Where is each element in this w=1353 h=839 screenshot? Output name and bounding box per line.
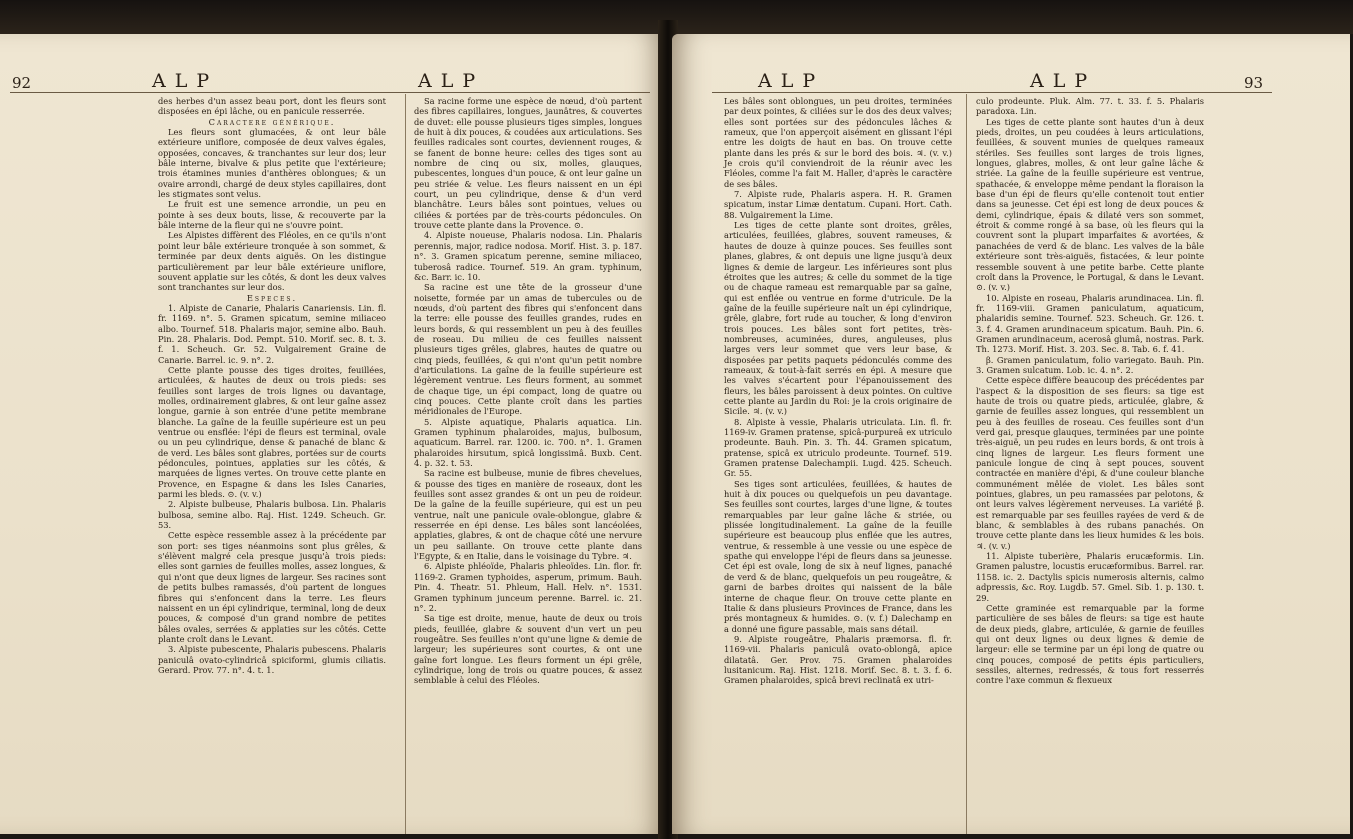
paragraph: Sa tige est droite, menue, haute de deux ou trois pieds, feuillée, glabre & souvent d'un vert un peu rougeâtre. Ses feuilles n'ont qu'une ligne & demie de largeur; les supérieures sont courtes, & ont une gaîne fort longue. Les fleurs forment un épi grêle, cylindrique, long de trois ou quatre pouces, & assez semblable à celui des Fléoles. (414, 613, 642, 686)
paragraph: Sa racine forme une espèce de nœud, d'où partent des fibres capillaires, longues, jaunâtres, & couvertes de duvet: elle pousse plusieurs tiges simples, longues de huit à dix pouces, & coudées aux articulations. Ses feuilles radicales sont courtes, deviennent rouges, & se fanent de bonne heure: celles des tiges sont au nombre de cinq ou six, molles, glauques, pubescentes, longues d'un pouce, & ont leur gaîne un peu striée & velue. Les fleurs naissent en un épi court, un peu cylindrique, dense & d'un verd blanchâtre. Leurs bâles sont pointues, velues ou ciliées & portées par de très-courts pédoncules. On trouve cette plante dans la Provence. ⊙. (414, 96, 642, 231)
paragraph: Sa racine est bulbeuse, munie de fibres chevelues, & pousse des tiges en manière de roseaux, dont les feuilles sont assez grandes & ont un peu de roideur. De la gaîne de la feuille supérieure, qui est un peu ventrue, naît une panicule ovale-oblongue, glabre & resserrée en épi dense. Les bâles sont lancéolées, applaties, glabres, & ont de chaque côté une nervure un peu saillante. On trouve cette plante dans l'Egypte, & en Italie, dans le voisinage du Tybre. ♃. (414, 468, 642, 562)
paragraph: 7. Alpiste rude, Phalaris aspera. H. R. Gramen spicatum, instar Limæ dentatum. Cupani. Hort. Cath. 88. Vulgairement la Lime. (724, 189, 952, 220)
paragraph: Cette plante pousse des tiges droites, feuillées, articulées, & hautes de deux ou trois pieds: ses feuilles sont larges de trois lignes ou davantage, molles, ordinairement glabres, & ont leur gaîne assez longue, garnie à son entrée d'une petite membrane blanche. La gaîne de la feuille supérieure est un peu ventrue ou ensflée: l'épi de fleurs est terminal, ovale ou un peu cylindrique, dense & panaché de blanc & de verd. Les bâles sont glabres, portées sur de courts pédoncules, pointues, applaties sur les côtés, & marquées de lignes vertes. On trouve cette plante en Provence, en Espagne & dans les Isles Canaries, parmi les bleds. ⊙. (v. v.) (158, 364, 386, 500)
right-running-head-1: ALP (758, 70, 825, 92)
right-page-number: 93 (1244, 74, 1264, 92)
paragraph: Les bâles sont oblongues, un peu droites, terminées par deux pointes, & ciliées sur le dos des deux valves; elles sont portées sur des pédoncules lâches & rameux, que l'on apperçoit aisément en glissant l'épi entre les doigts de haut en bas. On trouve cette plante dans les prés & sur le bord des bois. ♃. (v. v.) Je crois qu'il conviendroit de la réunir avec les Fléoles, comme l'a fait M. Haller, d'après le caractère de ses bâles. (724, 96, 952, 189)
paragraph: Especes. (246, 292, 298, 303)
paragraph: 2. Alpiste bulbeuse, Phalaris bulbosa. Lin. Phalaris bulbosa, semine albo. Raj. Hist. 1249. Scheuch. Gr. 53. (158, 499, 386, 531)
paragraph: Cette espèce ressemble assez à la précédente par son port: ses tiges néanmoins sont plus grêles, & s'élèvent malgré cela presque jusqu'à trois pieds: elles sont garnies de feuilles molles, assez longues, & qui n'ont que deux lignes de largeur. Ses racines sont de petits bulbes ramassés, d'où partent de longues fibres qui s'enfoncent dans la terre. Les fleurs naissent en un épi cylindrique, terminal, long de deux pouces, & composé d'un grand nombre de petites bâles ovales, serrées & applaties sur les côtés. Cette plante croît dans le Levant. (158, 530, 386, 644)
left-column-2 (414, 96, 642, 686)
paragraph: β. Gramen paniculatum, folio variegato. Bauh. Pin. 3. Gramen sulcatum. Lob. ic. 4. n°. 2. (976, 354, 1204, 375)
left-running-head-1: ALP (152, 70, 219, 92)
left-running-head-2: ALP (418, 70, 485, 92)
right-running-head-2: ALP (1030, 70, 1097, 92)
paragraph: Sa racine est une tête de la grosseur d'une noisette, formée par un amas de tubercules ou de nœuds, d'où partent des fibres qui s'enfoncent dans la terre: elle pousse des feuilles grandes, rudes en leurs bords, & qui ressemblent un peu à des feuilles de roseau. Du milieu de ces feuilles naissent plusieurs tiges grêles, glabres, hautes de quatre ou cinq pieds, feuillées, & qui n'ont qu'un petit nombre d'articulations. La gaîne de la feuille supérieure est légèrement ventrue. Les fleurs forment, au sommet de chaque tige, un épi compact, long de quatre ou cinq pouces. Cette plante croît dans les parties méridionales de l'Europe. (414, 282, 642, 417)
paragraph: 4. Alpiste noueuse, Phalaris nodosa. Lin. Phalaris perennis, major, radice nodosa. Morif. Hist. 3. p. 187. n°. 3. Gramen spicatum perenne, semine miliaceo, tuberosâ radice. Tournef. 519. An gram. typhinum, &c. Barr. ic. 10. (414, 230, 642, 282)
paragraph: 8. Alpiste à vessie, Phalaris utriculata. Lin. fl. fr. 1169-iv. Gramen pratense, spicâ-purpureâ ex utriculo prodeunte. Bauh. Pin. 3. Th. 44. Gramen spicatum, pratense, spicâ ex utriculo prodeunte. Tournef. 519. Gramen pratense Dalechampii. Lugd. 425. Scheuch. Gr. 55. (724, 416, 952, 479)
paragraph: 6. Alpiste phléoïde, Phalaris phleoïdes. Lin. flor. fr. 1169-2. Gramen typhoides, asperum, primum. Bauh. Pin. 4. Theatr. 51. Phleum, Hall. Helv. n°. 1531. Gramen typhinum junceum perenne. Barrel. ic. 21. n°. 2. (414, 561, 642, 613)
paragraph: Caractere générique. (208, 116, 336, 127)
left-column-divider (405, 94, 406, 834)
paragraph: 10. Alpiste en roseau, Phalaris arundinacea. Lin. fl. fr. 1169-viii. Gramen paniculatum, aquaticum, phalaridis semine. Tournef. 523. Scheuch. Gr. 126. t. 3. f. 4. Gramen arundinaceum spicatum. Bauh. Pin. 6. Gramen arundinaceum, acerosâ glumâ, nostras. Park. Th. 1273. Morif. Hist. 3. 203. Sec. 8. Tab. 6. f. 41. (976, 292, 1204, 355)
paragraph: des herbes d'un assez beau port, dont les fleurs sont disposées en épi lâche, ou en panicule resserrée. (158, 96, 386, 117)
right-column-2 (976, 96, 1204, 686)
paragraph: Les tiges de cette plante sont droites, grêles, articulées, feuillées, glabres, souvent rameuses, & hautes de douze à quinze pouces. Ses feuilles sont planes, glabres, & ont depuis une ligne jusqu'à deux lignes & demie de largeur. Les inférieures sont plus étroites que les autres; & celle du sommet de la tige ou de chaque rameau est remarquable par sa gaîne, qui est enflée ou ventrue en forme d'utricule. De la gaîne de la feuille supérieure naît un épi cylindrique, grêle, glabre, fort rude au toucher, & long d'environ trois pouces. Les bâles sont fort petites, très-nombreuses, acuminées, dures, anguleuses, plus larges vers leur sommet que vers leur base, & disposées par petits paquets pédonculés comme des rameaux, & tout-à-fait serrés en épi. A mesure que les valves s'écartent pour l'épanouissement des fleurs, les bâles paroissent à deux pointes. On cultive cette plante au Jardin du Roi: je la crois originaire de Sicile. ♃. (v. v.) (724, 220, 952, 417)
paragraph: Les Alpistes diffèrent des Fléoles, en ce qu'ils n'ont point leur bâle extérieure tronquée à son sommet, & terminée par deux dents aiguës. On les distingue particulièrement par leur bâle extérieure uniflore, souvent applatie sur les côtés, & dont les deux valves sont tranchantes sur leur dos. (158, 230, 386, 293)
paragraph: Le fruit est une semence arrondie, un peu en pointe à ses deux bouts, lisse, & recouverte par la bâle interne de la fleur qui ne s'ouvre point. (158, 199, 386, 231)
paragraph: 9. Alpiste rougeâtre, Phalaris præmorsa. fl. fr. 1169-vii. Phalaris paniculâ ovato-oblongâ, apice dilatatâ. Ger. Prov. 75. Gramen phalaroides lusitanicum. Raj. Hist. 1218. Morif. Sec. 8. t. 3. f. 6. Gramen phalaroides, spicâ brevi reclinatâ ex utri- (724, 633, 952, 686)
paragraph: 5. Alpiste aquatique, Phalaris aquatica. Lin. Gramen typhinum phalaroides, majus, bulbosum, aquaticum. Barrel. rar. 1200. ic. 700. n°. 1. Gramen phalaroides hirsutum, spicâ longissimâ. Buxb. Cent. 4. p. 32. t. 53. (414, 416, 642, 469)
paragraph: Les tiges de cette plante sont hautes d'un à deux pieds, droites, un peu coudées à leurs articulations, feuillées, & souvent munies de quelques rameaux stériles. Ses feuilles sont larges de trois lignes, longues, glabres, molles, & ont leur gaîne lâche & striée. La gaîne de la feuille supérieure est ventrue, spathacée, & enveloppe même pendant la floraison la base d'un épi de fleurs qu'elle contenoit tout entier dans sa jeunesse. Cet épi est long de deux pouces & demi, cylindrique, épais & dilaté vers son sommet, étroit & comme rongé à sa base, où les fleurs qui la couvrent sont la plupart imparfaites & avortées, & panachées de verd & de blanc. Les valves de la bâle extérieure sont très-aiguës, fistacées, & leur pointe ressemble souvent à une petite barbe. Cette plante croît dans la Provence, le Portugal, & dans le Levant. ⊙. (v. v.) (976, 116, 1204, 293)
paragraph: culo prodeunte. Pluk. Alm. 77. t. 33. f. 5. Phalaris paradoxa. Lin. (976, 96, 1204, 117)
paragraph: 1. Alpiste de Canarie, Phalaris Canariensis. Lin. fl. fr. 1169. n°. 5. Gramen spicatum, semine miliaceo albo. Tournef. 518. Phalaris major, semine albo. Bauh. Pin. 28. Phalaris. Dod. Pempt. 510. Morif. sec. 8. t. 3. f. 1. Scheuch. Gr. 52. Vulgairement Graine de Canarie. Barrel. ic. 9. n°. 2. (158, 302, 386, 365)
left-column-1 (158, 96, 386, 675)
left-page (0, 34, 664, 834)
paragraph: Cette graminée est remarquable par la forme particulière de ses bâles de fleurs: sa tige est haute de deux pieds, glabre, articulée, & garnie de feuilles qui ont deux lignes ou deux lignes & demie de largeur: elle se termine par un épi long de quatre ou cinq pouces, composé de petits épis particuliers, sessiles, alternes, redressés, & tous fort resserrés contre l'axe commun & flexueux (976, 602, 1204, 686)
paragraph: Cette espèce diffère beaucoup des précédentes par l'aspect & la disposition de ses fleurs: sa tige est haute de trois ou quatre pieds, articulée, glabre, & garnie de feuilles assez longues, qui ressemblent un peu à des feuilles de roseau. Ces feuilles sont d'un verd gai, presque glauques, terminées par une pointe très-aiguë, un peu rudes en leurs bords, & ont trois à cinq lignes de largeur. Les fleurs forment une panicule longue de cinq à sept pouces, souvent contractée en manière d'épi, & d'une couleur blanche communément mêlée de violet. Les bâles sont pointues, glabres, un peu ramassées par pelotons, & ont leurs valves légèrement nerveuses. La variété β. est remarquable par ses feuilles rayées de verd & de blanc, & semblables à des rubans panachés. On trouve cette plante dans les lieux humides & les bois. ♃. (v. v.) (976, 375, 1204, 551)
right-column-1 (724, 96, 952, 686)
right-column-divider (966, 94, 967, 834)
paragraph: 3. Alpiste pubescente, Phalaris pubescens. Phalaris paniculâ ovato-cylindricâ spiciformi, glumis ciliatis. Gerard. Prov. 77. n°. 4. t. 1. (158, 644, 386, 675)
paragraph: 11. Alpiste tuberière, Phalaris erucæformis. Lin. Gramen palustre, locustis erucæformibus. Barrel. rar. 1158. ic. 2. Dactylis spicis numerosis alternis, calmo adpressis, &c. Roy. Lugdb. 57. Gmel. Sib. 1. p. 130. t. 29. (976, 551, 1204, 603)
right-page (672, 34, 1350, 834)
left-head-rule (10, 92, 650, 93)
paragraph: Les fleurs sont glumacées, & ont leur bâle extérieure uniflore, composée de deux valves égales, opposées, concaves, & tranchantes sur leur dos; leur bâle interne, bivalve & plus petite que l'extérieure; trois étamines munies d'anthères oblongues; & un ovaire arrondi, chargé de deux styles capillaires, dont les stigmates sont velus. (158, 127, 386, 200)
left-page-number: 92 (12, 74, 32, 92)
right-head-rule (712, 92, 1272, 93)
paragraph: Ses tiges sont articulées, feuillées, & hautes de huit à dix pouces ou quelquefois un peu davantage. Ses feuilles sont courtes, larges d'une ligne, & toutes remarquables par leur gaîne lâche & striée, ou plissée longitudinalement. La gaîne de la feuille supérieure est beaucoup plus enflée que les autres, ventrue, & ressemble à une vessie ou une espèce de spathe qui enveloppe l'épi de fleurs dans sa jeunesse. Cet épi est ovale, long de six à neuf lignes, panaché de verd & de blanc, quelquefois un peu rougeâtre, & garni de barbes droites qui naissent de la bâle interne de chaque fleur. On trouve cette plante en Italie & dans plusieurs Provinces de France, dans les prés montagneux & humides. ⊙. (v. f.) Dalechamp en a donné une figure passable, mais sans détail. (724, 478, 952, 634)
